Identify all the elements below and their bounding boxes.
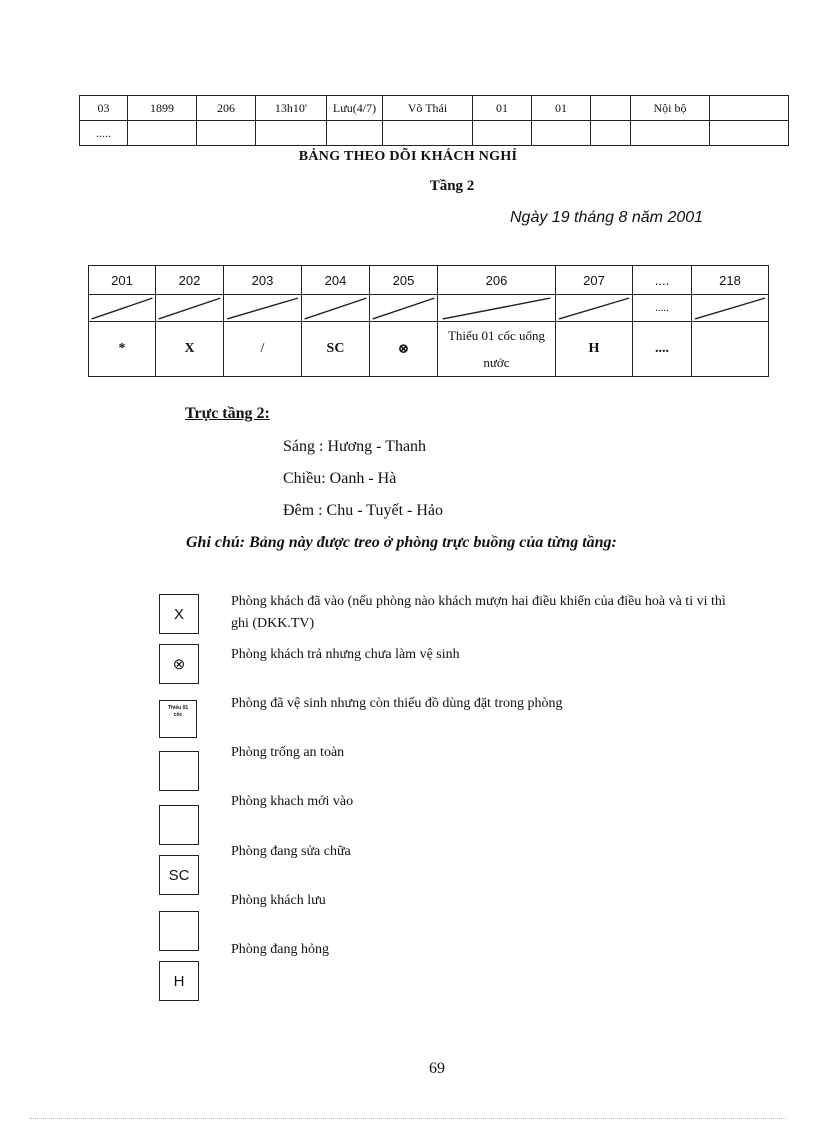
table-cell: Võ Thái (383, 96, 473, 121)
table-cell (327, 121, 383, 146)
room-status (692, 322, 769, 377)
table-cell (532, 121, 591, 146)
table-cell (591, 96, 631, 121)
room-number: 206 (438, 266, 556, 295)
room-number: 207 (556, 266, 633, 295)
table-row (80, 96, 789, 121)
diagonal-cell (692, 295, 769, 322)
floor-heading: Tầng 2 (429, 178, 475, 194)
legend-text-staying: Phòng khách lưu (231, 893, 326, 908)
legend-symbol-broken: H (159, 961, 199, 1001)
diagonal-cell (302, 295, 370, 322)
room-number: 218 (692, 266, 769, 295)
legend-symbol-missing-items: Thiếu 01 cốc (159, 700, 197, 738)
room-status: Thiếu 01 cốc uống nước (438, 322, 556, 377)
diagonal-cell (370, 295, 438, 322)
legend-symbol-staying (159, 911, 199, 951)
room-status: H (556, 322, 633, 377)
legend-text-checked-out: Phòng khách trả nhưng chưa làm vệ sinh (231, 647, 460, 662)
legend-text-missing-items: Phòng đã vệ sinh nhưng còn thiếu đồ dùng đặt trong phòng (231, 696, 563, 711)
room-status: ⊗ (370, 322, 438, 377)
table-cell: 206 (197, 96, 256, 121)
status-row (89, 322, 769, 377)
room-number-row (89, 266, 769, 295)
legend-text-vacant: Phòng trống an toàn (231, 745, 345, 760)
room-status: / (224, 322, 302, 377)
room-status: .... (633, 322, 692, 377)
table-cell: 03 (80, 96, 128, 121)
page-title: BẢNG THEO DÕI KHÁCH NGHỈ (298, 149, 518, 164)
legend-symbol-new-guest (159, 805, 199, 845)
table-cell (710, 96, 789, 121)
room-number: .... (633, 266, 692, 295)
room-status: SC (302, 322, 370, 377)
note-text: Ghi chú: Bảng này được treo ở phòng trực buồng của từng tầng: (186, 534, 617, 551)
floor-status-table (88, 265, 769, 377)
diagonal-cell-text: ..... (633, 295, 692, 322)
duty-night: Đêm : Chu - Tuyết - Hảo (283, 502, 443, 519)
duty-heading: Trực tầng 2: (185, 405, 270, 422)
table-cell (710, 121, 789, 146)
table-cell: 01 (532, 96, 591, 121)
legend-symbol-occupied: X (159, 594, 199, 634)
diagonal-row (89, 295, 769, 322)
table-cell (128, 121, 197, 146)
diagonal-cell (224, 295, 302, 322)
table-cell: 13h10' (256, 96, 327, 121)
duty-morning: Sáng : Hương - Thanh (283, 438, 427, 455)
table-cell (256, 121, 327, 146)
table-cell: 1899 (128, 96, 197, 121)
diagonal-cell (156, 295, 224, 322)
date-line: Ngày 19 tháng 8 năm 2001 (510, 209, 704, 226)
table-cell (383, 121, 473, 146)
guest-register-table (79, 95, 789, 146)
legend-symbol-checked-out: ⊗ (159, 644, 199, 684)
table-cell (197, 121, 256, 146)
table-cell (631, 121, 710, 146)
legend-text-broken: Phòng đang hỏng (231, 942, 329, 957)
room-status: X (156, 322, 224, 377)
table-cell (591, 121, 631, 146)
diagonal-cell (89, 295, 156, 322)
room-number: 202 (156, 266, 224, 295)
room-number: 201 (89, 266, 156, 295)
room-number: 205 (370, 266, 438, 295)
diagonal-cell (556, 295, 633, 322)
legend-text-occupied: Phòng khách đã vào (nếu phòng nào khách mượn hai điều khiển của điều hoà và ti vi thì ghi (DKK.TV) (231, 594, 726, 631)
legend-text-new-guest: Phòng khach mới vào (231, 794, 354, 809)
room-status: * (89, 322, 156, 377)
legend-symbol-vacant (159, 751, 199, 791)
table-cell: Lưu(4/7) (327, 96, 383, 121)
table-cell (473, 121, 532, 146)
table-cell: 01 (473, 96, 532, 121)
duty-afternoon: Chiều: Oanh - Hà (283, 470, 397, 487)
diagonal-cell (438, 295, 556, 322)
bottom-divider (30, 1118, 786, 1119)
legend-symbol-repair: SC (159, 855, 199, 895)
page-number: 69 (429, 1060, 445, 1077)
table-row (80, 121, 789, 146)
table-cell: ..... (80, 121, 128, 146)
legend-text-repair: Phòng đang sửa chữa (231, 844, 351, 859)
room-number: 204 (302, 266, 370, 295)
table-cell: Nội bộ (631, 96, 710, 121)
room-number: 203 (224, 266, 302, 295)
